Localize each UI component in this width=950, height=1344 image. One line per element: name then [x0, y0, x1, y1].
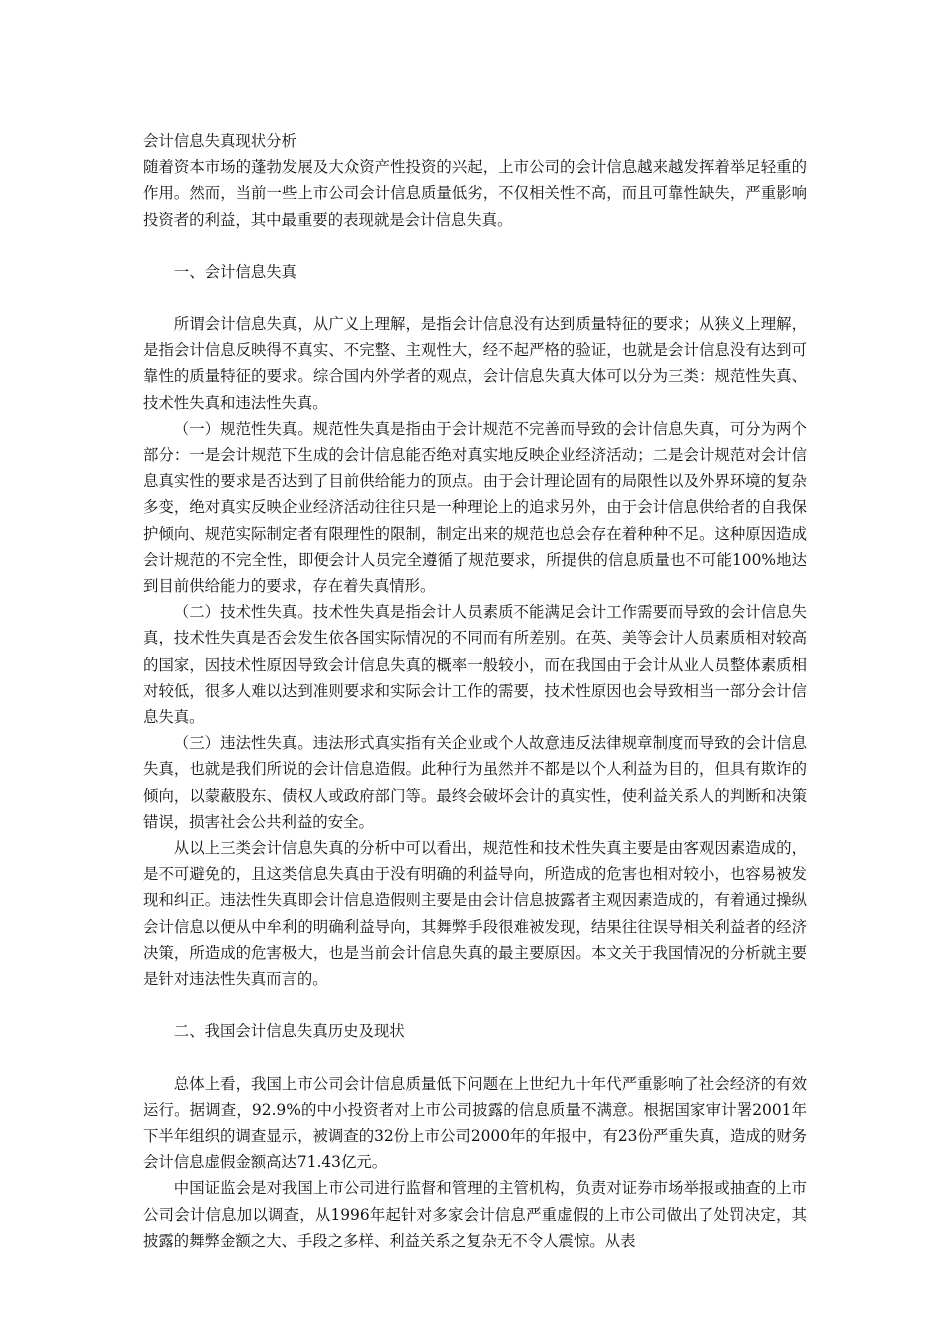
document-page — [143, 128, 807, 1254]
section1-paragraph: （三）违法性失真。违法形式真实指有关企业或个人故意违反法律规章制度而导致的会计信息失真，也就是我们所说的会计信息造假。此种行为虽然并不都是以个人利益为目的，但具有欺诈的倾向，以蒙蔽股东、债权人或政府部门等。最终会破坏会计的真实性，使利益关系人的判断和决策错误，损害社会公共利益的安全。 — [143, 734, 807, 831]
intro-paragraph: 随着资本市场的蓬勃发展及大众资产性投资的兴起，上市公司的会计信息越来越发挥着举足轻重的作用。然而，当前一些上市公司会计信息质量低劣，不仅相关性不高，而且可靠性缺失，严重影响投资者的利益，其中最重要的表现就是会计信息失真。 — [143, 158, 807, 229]
section1-paragraph: 从以上三类会计信息失真的分析中可以看出，规范性和技术性失真主要是由客观因素造成的，是不可避免的，且这类信息失真由于没有明确的利益导向，所造成的危害也相对较小，也容易被发现和纠正。违法性失真即会计信息造假则主要是由会计信息披露者主观因素造成的，有着通过操纵会计信息以便从中牟利的明确利益导向，其舞弊手段很难被发现，结果往往误导相关利益者的经济决策，所造成的危害极大，也是当前会计信息失真的最主要原因。本文关于我国情况的分析就主要是针对违法性失真而言的。 — [143, 839, 807, 989]
section1-paragraph: 所谓会计信息失真，从广义上理解，是指会计信息没有达到质量特征的要求；从狭义上理解，是指会计信息反映得不真实、不完整、主观性大，经不起严格的验证，也就是会计信息没有达到可靠性的质量特征的要求。综合国内外学者的观点，会计信息失真大体可以分为三类：规范性失真、技术性失真和违法性失真。 — [143, 315, 807, 412]
section2-paragraph: 中国证监会是对我国上市公司进行监督和管理的主管机构，负责对证券市场举报或抽查的上市公司会计信息加以调查，从1996年起针对多家会计信息严重虚假的上市公司做出了处罚决定，其披露的舞弊金额之大、手段之多样、利益关系之复杂无不令人震惊。从表 — [143, 1179, 807, 1250]
document-title: 会计信息失真现状分析 — [143, 132, 297, 150]
section1-paragraph: （二）技术性失真。技术性失真是指会计人员素质不能满足会计工作需要而导致的会计信息失真，技术性失真是否会发生依各国实际情况的不同而有所差别。在英、美等会计人员素质相对较高的国家，因技术性原因导致会计信息失真的概率一般较小，而在我国由于会计从业人员整体素质相对较低，很多人难以达到准则要求和实际会计工作的需要，技术性原因也会导致相当一部分会计信息失真。 — [143, 603, 807, 727]
section2-paragraph: 总体上看，我国上市公司会计信息质量低下问题在上世纪九十年代严重影响了社会经济的有效运行。据调查，92.9%的中小投资者对上市公司披露的信息质量不满意。根据国家审计署2001年下半年组织的调查显示，被调查的32份上市公司2000年的年报中，有23份严重失真，造成的财务会计信息虚假金额高达71.43亿元。 — [143, 1074, 807, 1172]
section-heading-2: 二、我国会计信息失真历史及现状 — [173, 1022, 405, 1041]
section1-paragraph: （一）规范性失真。规范性失真是指由于会计规范不完善而导致的会计信息失真，可分为两个部分：一是会计规范下生成的会计信息能否绝对真实地反映企业经济活动；二是会计规范对会计信息真实性的要求是否达到了目前供给能力的顶点。由于会计理论固有的局限性以及外界环境的复杂多变，绝对真实反映企业经济活动往往只是一种理论上的追求另外，由于会计信息供给者的自我保护倾向、规范实际制定者有限理性的限制，制定出来的规范也总会存在着种种不足。这种原因造成会计规范的不完全性，即便会计人员完全遵循了规范要求，所提供的信息质量也不可能100%地达到目前供给能力的要求，存在着失真情形。 — [143, 419, 807, 596]
section-heading-1: 一、会计信息失真 — [173, 262, 297, 281]
